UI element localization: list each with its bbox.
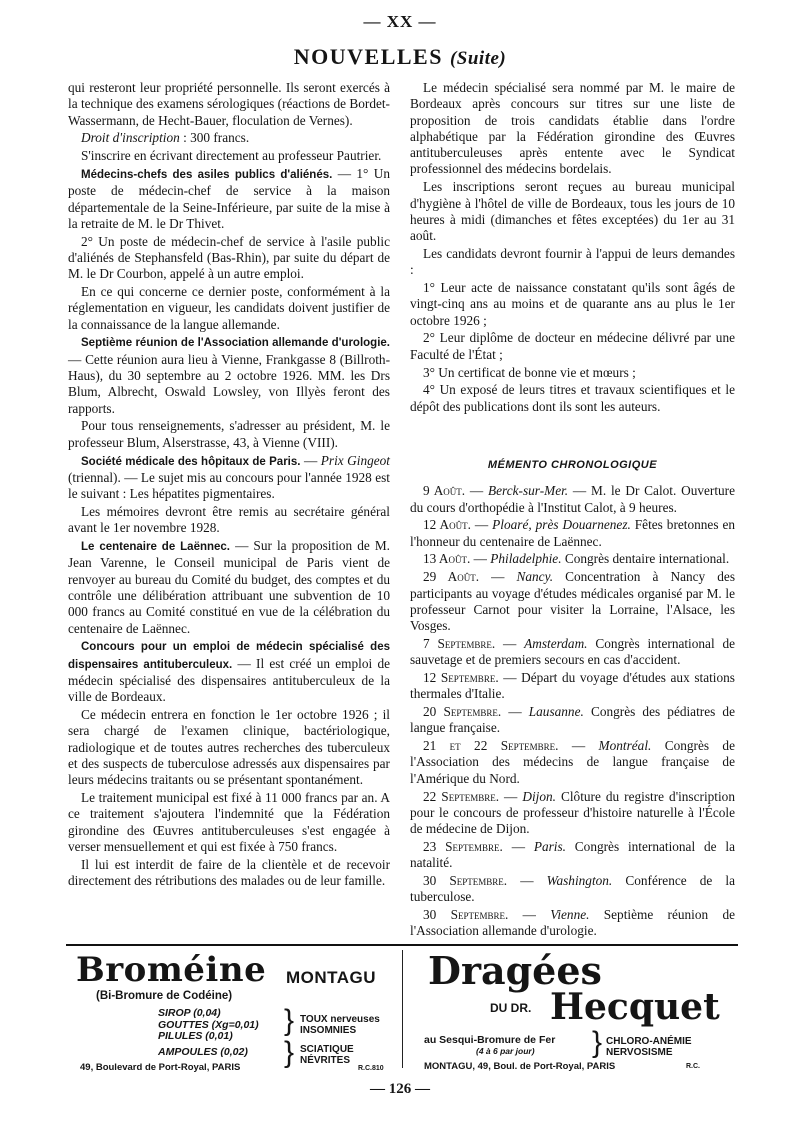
paragraph-italic: Prix Gingeot [320, 452, 390, 468]
ad-bromeine-indications [300, 1014, 380, 1036]
right-column [410, 80, 735, 941]
memento-text: Fêtes bretonnes en l'honneur du centenaire de Laënnec. [410, 517, 736, 549]
memento-sep: — [498, 670, 522, 685]
ad-vertical-divider [402, 950, 403, 1068]
memento-sep: — [479, 569, 517, 585]
paragraph-heading: Concours pour un emploi de médecin spécialisé des dispensaires antituberculeux. [68, 641, 390, 671]
paragraph-text: Les mémoires devront être remis au secrétaire général avant le 1er novembre 1928. [68, 503, 390, 536]
article-paragraph [410, 246, 735, 279]
article-paragraph [68, 638, 390, 705]
ad-bromeine-ampoules: AMPOULES (0,02) [158, 1046, 248, 1058]
article-paragraph [68, 790, 390, 855]
memento-sep: — [495, 635, 525, 651]
memento-entry [410, 738, 735, 787]
memento-title: MÉMENTO CHRONOLOGIQUE [487, 458, 658, 471]
paragraph-text: Il lui est interdit de faire de la clientèle et de recevoir directement des rétributions des malades ou de leur famille. [68, 856, 390, 888]
memento-place: Vienne. [550, 907, 590, 923]
article-paragraph [68, 707, 390, 788]
ad-indication: CHLORO-ANÉMIE [606, 1036, 692, 1047]
memento-entry [410, 789, 735, 838]
brace-icon: } [284, 1036, 295, 1069]
memento-entry [410, 670, 735, 703]
memento-sep: — [465, 483, 489, 499]
paragraph-heading: Société médicale des hôpitaux de Paris. [81, 455, 301, 468]
memento-text: Départ du voyage d'études aux stations thermales d'Italie. [410, 670, 735, 702]
memento-entry [410, 873, 735, 906]
memento-entry [410, 907, 735, 940]
paragraph-text: 3° Un certificat de bonne vie et mœurs ; [423, 364, 636, 380]
memento-entry [410, 636, 735, 669]
article-paragraph [68, 453, 390, 503]
memento-sep: — [499, 788, 523, 804]
memento-text: Congrès dentaire international. [561, 551, 730, 567]
memento-sep: — [470, 517, 493, 533]
memento-text: Concentration à Nancy des participants au voyage d'études médicales organisé par M. le professeur Carnot pour visiter la Lorraine, l'Alsace, les Vosges. [410, 569, 735, 634]
article-paragraph [68, 857, 390, 890]
ad-form-item: GOUTTES (Xg=0,01) [158, 1018, 259, 1031]
memento-sep: — [470, 551, 491, 567]
memento-place: Philadelphie. [490, 551, 562, 567]
memento-place: Paris. [533, 838, 566, 854]
paragraph-text: Le traitement municipal est fixé à 11 000 francs par an. A ce traitement s'ajoutera l'indemnité que la Fédération girondine des Œuvres antituberculeuses s'est engagée à verser mensuellement et qui est fixée à 750 francs. [68, 789, 390, 854]
brace-icon: } [592, 1026, 603, 1059]
ad-form-item: PILULES (0,01) [158, 1030, 233, 1042]
article-paragraph [68, 504, 390, 537]
article-paragraph [410, 382, 735, 415]
ad-hecquet-brand-2: Hecquet [550, 986, 720, 1028]
memento-sep: — [508, 907, 551, 923]
article-paragraph [68, 234, 390, 283]
memento-date: 30 Septembre. [423, 873, 508, 889]
memento-date: 21 et 22 Septembre. [423, 738, 559, 754]
memento-text: Congrès international de sauvetage et de premiers secours en cas d'accident. [410, 635, 736, 668]
ad-hecquet-code: R.C. [686, 1063, 700, 1070]
ad-bromeine [66, 950, 396, 1073]
article-paragraph [410, 280, 735, 329]
title-suite: (Suite) [449, 48, 507, 69]
memento-place: Washington. [546, 873, 613, 889]
article-paragraph [410, 365, 735, 381]
article-paragraph [68, 334, 390, 416]
ad-bromeine-indications-2 [300, 1044, 354, 1066]
article-paragraph [410, 179, 735, 244]
memento-text: Septième réunion de l'Association allemande d'urologie. [410, 907, 735, 939]
ad-bromeine-subtitle: (Bi-Bromure de Codéine) [96, 990, 233, 1002]
memento-place: Ploaré, près Douarnenez. [492, 517, 631, 533]
paragraph-text: : 300 francs. [179, 130, 250, 146]
paragraph-text: — Il est créé un emploi de médecin spécialisé des dispensaires antituberculeux de la ville de Bordeaux. [68, 655, 390, 705]
memento-text: Clôture du registre d'inscription pour le concours de professeur d'histoire naturelle à l'École de médecine de Dijon. [410, 788, 735, 837]
paragraph-text: 4° Un exposé de leurs titres et travaux scientifiques et le dépôt des publications dont ils sont les auteurs. [410, 382, 735, 414]
ad-hecquet-indications [606, 1036, 692, 1058]
memento-date: 29 Août. [423, 569, 480, 585]
page-title [0, 44, 800, 70]
memento-place: Montréal. [598, 738, 652, 754]
memento-entry [410, 704, 735, 737]
ad-indication: INSOMNIES [300, 1025, 357, 1036]
paragraph-text: — 1° Un poste de médecin-chef de service à la maison départementale de la Seine-Inférieure, par suite de la mise à la retraite de M. le Dr Thivet. [68, 165, 390, 231]
ad-indication: NÉVRITES [300, 1055, 351, 1066]
ad-separator-rule [66, 944, 738, 946]
paragraph-text: Les candidats devront fournir à l'appui de leurs demandes : [410, 245, 735, 278]
memento-text: Congrès des pédiatres de langue française. [410, 704, 735, 736]
article-paragraph [68, 148, 390, 164]
article-paragraph [410, 80, 735, 178]
memento-date: 7 Septembre. [423, 635, 496, 651]
memento-entry [410, 483, 735, 516]
memento-entry [410, 839, 735, 872]
memento-date: 22 Septembre. [423, 788, 500, 804]
memento-date: 23 Septembre. [423, 838, 503, 854]
paragraph-text: 1° Leur acte de naissance constatant qu'ils sont âgés de vingt-cinq ans au moins et de quarante ans au plus le 1er octobre 1926 ; [410, 280, 735, 328]
memento-place: Nancy. [516, 569, 554, 585]
memento-text: Congrès international de la natalité. [410, 838, 735, 871]
paragraph-heading: Médecins-chefs des asiles publics d'aliénés. [81, 168, 333, 181]
memento-date: 9 Août. [423, 483, 466, 499]
ad-hecquet-composition: au Sesqui-Bromure de Fer [424, 1034, 556, 1046]
article-paragraph [68, 80, 390, 129]
paragraph-text: Le médecin spécialisé sera nommé par M. le maire de Bordeaux après concours sur titres sur une liste de proposition de trois candidats établie dans l'ordre alphabétique par la Fédération girondine des Œuvres antituberculeuses après entente avec le Syndicat professionnel des médecins bordelais. [410, 80, 735, 177]
paragraph-text: qui resteront leur propriété personnelle. Ils seront exercés à la technique des examens sérologiques (réactions de Bordet-Wassermann, de Hecht-Bauer, floculation de Vernes). [68, 80, 390, 128]
paragraph-text: — Cette réunion aura lieu à Vienne, Frankgasse 8 (Billroth-Haus), du 30 septembre au 2 octobre 1926. MM. les Drs Blum, Albrecht, Oswald Lowsley, von Illyès feront des rapports. [68, 351, 390, 416]
article-paragraph [410, 330, 735, 363]
memento-entry [410, 569, 735, 634]
ad-hecquet [408, 950, 738, 1070]
ad-hecquet-dose: (4 à 6 par jour) [476, 1046, 535, 1056]
memento-text: — M. le Dr Calot. Ouverture du cours d'orthopédie à l'Institut Calot, à 9 heures. [410, 483, 735, 515]
memento-text: Conférence de la tuberculose. [410, 873, 735, 905]
memento-sep: — [502, 838, 534, 854]
page-roman-number: — XX — [363, 12, 437, 31]
paragraph-text: Pour tous renseignements, s'adresser au président, M. le professeur Blum, Alserstrasse, 43, à Vienne (VIII). [68, 418, 390, 450]
memento-place: Amsterdam. [524, 635, 588, 651]
memento-date: 13 Août. [423, 551, 471, 567]
paragraph-text: Les inscriptions seront reçues au bureau municipal d'hygiène à l'hôtel de ville de Bordeaux, tous les jours de 10 heures à midi (dimanches et fêtes exceptées) du 1er au 31 août. [410, 179, 735, 244]
article-paragraph [68, 284, 390, 333]
paragraph-text: S'inscrire en écrivant directement au professeur Pautrier. [81, 148, 382, 164]
paragraph-heading: Septième réunion de l'Association allemande d'urologie. [81, 337, 390, 350]
article-paragraph [68, 418, 390, 451]
memento-date: 12 Août. [423, 517, 471, 533]
brace-icon: } [284, 1004, 295, 1037]
ad-hecquet-address: MONTAGU, 49, Boul. de Port-Royal, PARIS [424, 1061, 616, 1072]
ad-bromeine-code: R.C.810 [358, 1065, 384, 1072]
memento-sep: — [558, 738, 599, 754]
ad-bromeine-address: 49, Boulevard de Port-Royal, PARIS [80, 1062, 241, 1073]
memento-date: 20 Septembre. [423, 704, 502, 720]
page-number: — 126 — [370, 1081, 430, 1097]
paragraph-heading: Le centenaire de Laënnec. [81, 541, 231, 554]
right-column-paragraphs [410, 80, 735, 415]
memento-place: Berck-sur-Mer. [488, 483, 569, 499]
paragraph-text: (triennal). — Le sujet mis au concours pour l'année 1928 est le suivant : Les hépatites pigmentaires. [68, 469, 390, 502]
ad-indication: NERVOSISME [606, 1047, 673, 1058]
memento-entry [410, 551, 735, 567]
memento-sep: — [507, 873, 547, 889]
ad-bromeine-maker: MONTAGU [286, 968, 377, 987]
memento-text: Congrès de l'Association des médecins de langue française de l'Amérique du Nord. [410, 738, 735, 786]
memento-place: Dijon. [522, 788, 556, 804]
ad-form-item: SIROP (0,04) [158, 1007, 221, 1019]
memento-date: 30 Septembre. [423, 907, 509, 923]
ad-bromeine-forms [158, 1008, 259, 1043]
memento-list [410, 483, 735, 940]
paragraph-text: En ce qui concerne ce dernier poste, conformément à la réglementation en vigueur, les candidats doivent justifier de la connaissance de la langue allemande. [68, 284, 390, 332]
left-column [68, 80, 390, 891]
article-paragraph [68, 130, 390, 146]
paragraph-italic: Droit d'inscription [81, 130, 180, 146]
ad-indication: SCIATIQUE [300, 1044, 354, 1055]
ad-hecquet-du-dr: DU DR. [490, 1001, 532, 1015]
memento-sep: — [501, 704, 529, 720]
ad-indication: TOUX nerveuses [300, 1014, 380, 1025]
article-paragraph [68, 166, 390, 232]
paragraph-text: — [300, 452, 321, 468]
memento-date: 12 Septembre. [423, 670, 499, 685]
paragraph-text: 2° Un poste de médecin-chef de service à l'asile public d'aliénés de Stephansfeld (Bas-Rhin), par suite du départ de M. le Dr Courbon, appelé à un autre emploi. [68, 233, 390, 282]
paragraph-text: 2° Leur diplôme de docteur en médecine délivré par une Faculté de l'État ; [410, 330, 735, 362]
article-paragraph [68, 538, 390, 637]
paragraph-text: — Sur la proposition de M. Jean Varenne, le Conseil municipal de Paris vient de renvoyer au bureau du Comité du budget, des comptes et du contrôle une délibération attribuant une subvention de 10 000 francs au Comité constitué en vue de la célébration du centenaire de Laënnec. [68, 538, 390, 636]
memento-entry [410, 517, 735, 550]
ad-bromeine-brand: Broméine [76, 950, 267, 990]
paragraph-text: Ce médecin entrera en fonction le 1er octobre 1926 ; il sera chargé de l'examen clinique, bactériologique, radiologique et de toutes autres recherches des tuberculeux et des suspects de tuberculose adressés aux dispensaires par leurs médecins traitants ou se présentant spontanément. [68, 706, 390, 788]
memento-place: Lausanne. [528, 704, 584, 720]
ad-hecquet-brand-1: Dragées [428, 948, 602, 993]
title-main: NOUVELLES [293, 44, 443, 69]
